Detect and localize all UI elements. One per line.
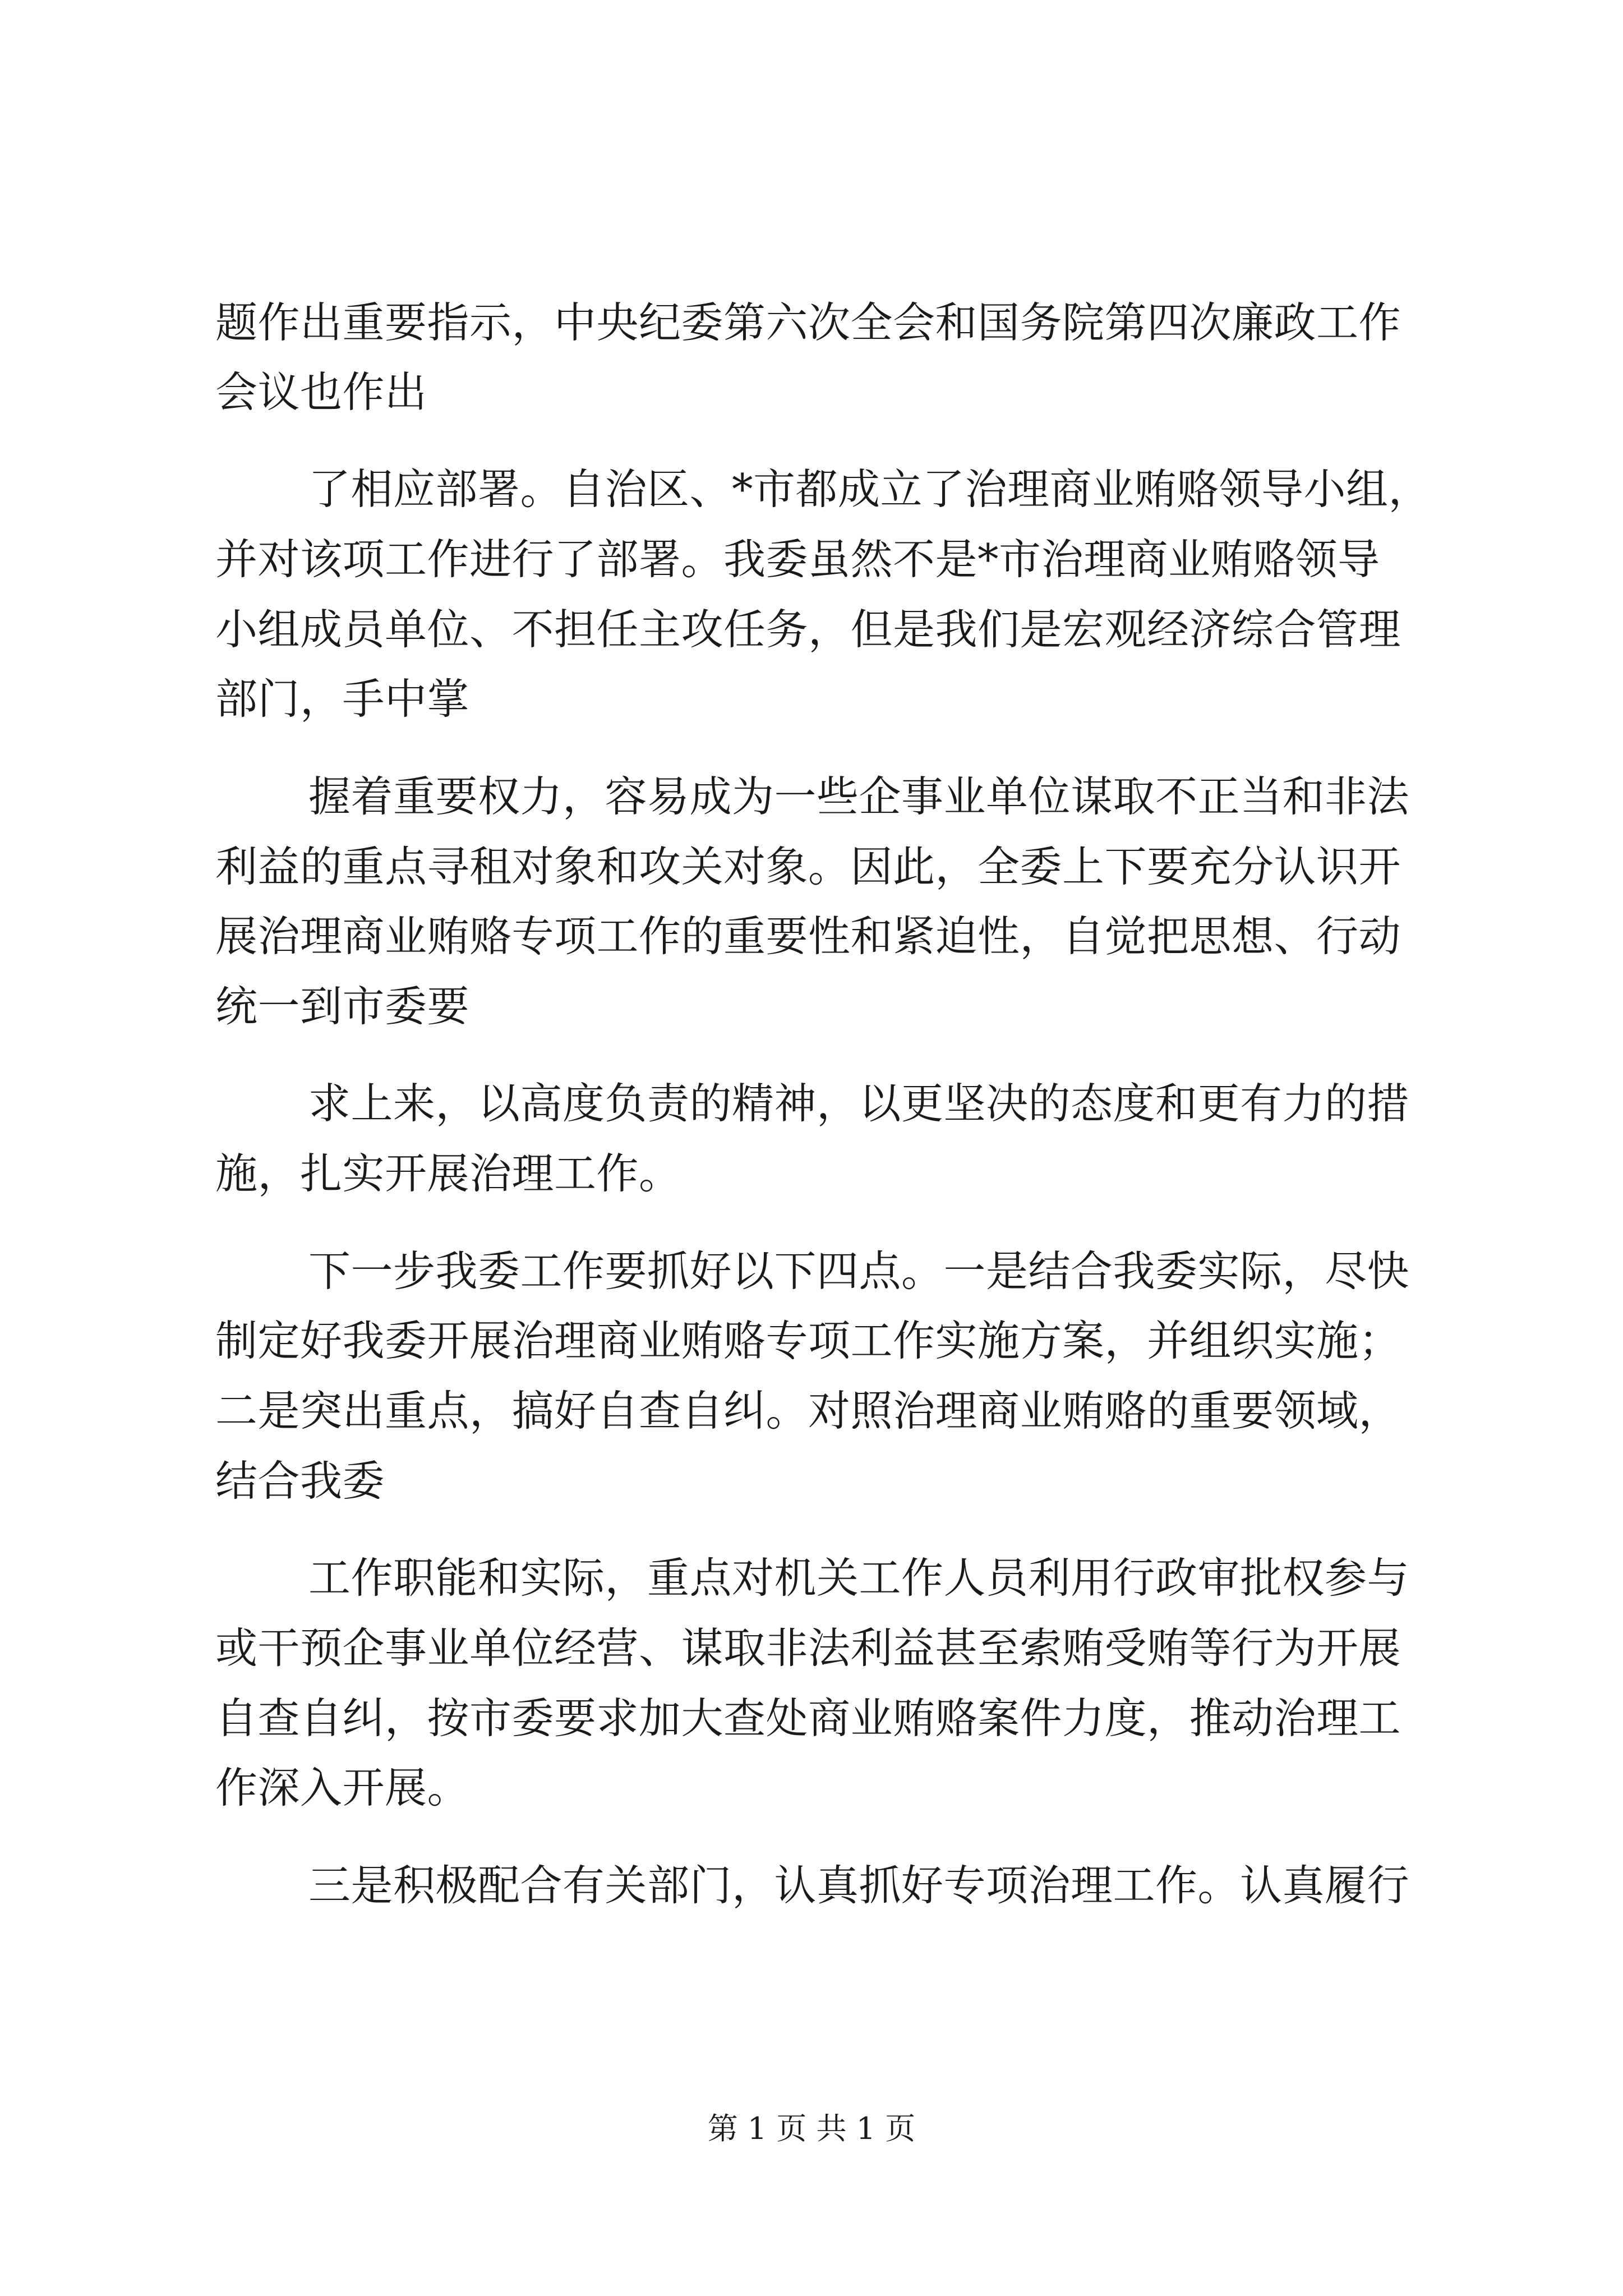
text-line: 自查自纠，按市委要求加大查处商业贿赂案件力度，推动治理工 — [215, 1694, 1401, 1743]
paragraph-first-line: 三是积极配合有关部门，认真抓好专项治理工作。认真履行 — [308, 1861, 1410, 1910]
paragraph-first-line: 工作职能和实际，重点对机关工作人员利用行政审批权参与 — [308, 1553, 1410, 1603]
page-number-footer: 第 1 页 共 1 页 — [707, 2111, 916, 2146]
text-line: 或干预企事业单位经营、谋取非法利益甚至索贿受贿等行为开展 — [215, 1623, 1401, 1673]
text-line: 二是突出重点，搞好自查自纠。对照治理商业贿赂的重要领域， — [215, 1386, 1401, 1435]
text-line: 制定好我委开展治理商业贿赂专项工作实施方案，并组织实施； — [215, 1316, 1401, 1365]
text-line: 施，扎实开展治理工作。 — [215, 1149, 681, 1198]
text-line: 并对该项工作进行了部署。我委虽然不是*市治理商业贿赂领导 — [215, 535, 1380, 584]
text-line: 利益的重点寻租对象和攻关对象。因此，全委上下要充分认识开 — [215, 842, 1401, 891]
text-line: 会议也作出 — [215, 367, 427, 417]
paragraph-first-line: 求上来，以高度负责的精神，以更坚决的态度和更有力的措 — [308, 1079, 1410, 1128]
text-line: 展治理商业贿赂专项工作的重要性和紧迫性，自觉把思想、行动 — [215, 912, 1401, 961]
text-line: 统一到市委要 — [215, 982, 470, 1031]
text-line: 部门，手中掌 — [215, 674, 470, 724]
text-line: 作深入开展。 — [215, 1763, 470, 1812]
paragraph-first-line: 下一步我委工作要抓好以下四点。一是结合我委实际，尽快 — [308, 1246, 1410, 1296]
paragraph-first-line: 握着重要权力，容易成为一些企事业单位谋取不正当和非法 — [308, 772, 1410, 821]
text-line: 小组成员单位、不担任主攻任务，但是我们是宏观经济综合管理 — [215, 605, 1401, 654]
text-line: 结合我委 — [215, 1456, 385, 1506]
text-line: 题作出重要指示，中央纪委第六次全会和国务院第四次廉政工作 — [215, 298, 1401, 347]
paragraph-first-line: 了相应部署。自治区、*市都成立了治理商业贿赂领导小组， — [308, 464, 1431, 514]
